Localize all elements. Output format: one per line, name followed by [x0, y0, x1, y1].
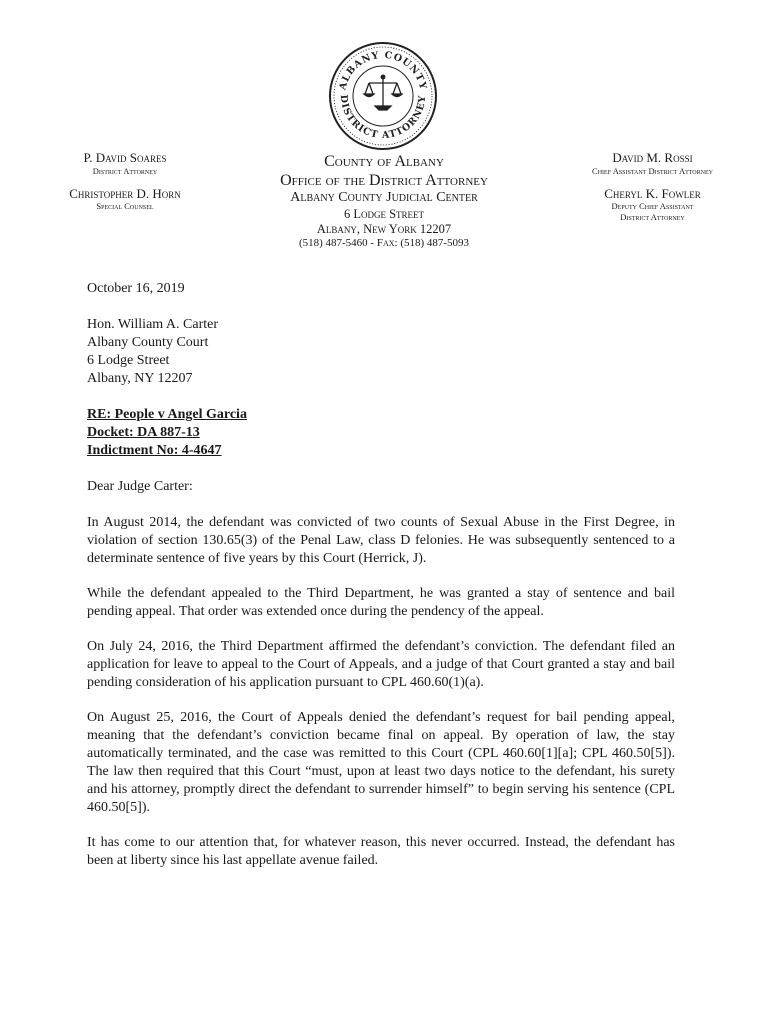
- letterhead-center: [230, 152, 538, 250]
- scales-of-justice-icon: [364, 75, 402, 110]
- special-counsel-name: Christopher D. Horn: [69, 185, 181, 201]
- phone-fax: (518) 487-5460 - Fax: (518) 487-5093: [298, 237, 470, 250]
- letter-body: [87, 280, 675, 887]
- body-paragraph: In August 2014, the defendant was convicted of two counts of Sexual Abuse in the First Degree, in violation of section 130.65(3) of the Penal Law, class D felonies. He was subsequently sentenced to a determinate sentence of five years by this Court (Herrick, J).: [87, 515, 675, 566]
- da-title: District Attorney: [92, 165, 158, 176]
- body-paragraph: While the defendant appealed to the Third Department, he was granted a stay of sentence and bail pending appeal. That order was extended once during the pendency of the appeal.: [87, 586, 675, 619]
- address-line: 6 Lodge Street: [87, 353, 170, 368]
- body-paragraph: It has come to our attention that, for whatever reason, this never occurred. Instead, the defendant has been at liberty since his last appellate avenue failed.: [87, 835, 675, 868]
- letterhead-left-column: [30, 150, 220, 212]
- da-name: P. David Soares: [83, 150, 167, 165]
- city-state-zip: Albany, New York 12207: [316, 222, 452, 237]
- chief-ada-name: David M. Rossi: [612, 150, 693, 165]
- salutation: Dear Judge Carter:: [87, 479, 193, 494]
- address-line: Albany, NY 12207: [87, 371, 193, 386]
- address-line: Albany County Court: [87, 335, 209, 350]
- re-block: [87, 406, 675, 460]
- re-indictment: Indictment No: 4-4647: [87, 443, 222, 458]
- office-name: Office of the District Attorney: [280, 172, 488, 190]
- street-address: 6 Lodge Street: [343, 207, 425, 222]
- recipient-address: [87, 316, 675, 388]
- re-docket: Docket: DA 887-13: [87, 425, 200, 440]
- letter-date: October 16, 2019: [87, 281, 185, 296]
- deputy-chief-title-line2: District Attorney: [620, 211, 685, 222]
- letterhead-right-column: [565, 150, 740, 222]
- seal-text-top: ALBANY COUNTY: [337, 49, 429, 92]
- deputy-chief-name: Cheryl K. Fowler: [604, 185, 701, 201]
- special-counsel-title: Special Counsel: [96, 201, 154, 212]
- body-paragraph: On July 24, 2016, the Third Department affirmed the defendant’s conviction. The defendant filed an application for leave to appeal to the Court of Appeals, and a judge of that Court granted a stay and bail pending consideration of his application pursuant to CPL 460.60(1)(a).: [87, 639, 675, 690]
- address-line: Hon. William A. Carter: [87, 317, 218, 332]
- chief-ada-title: Chief Assistant District Attorney: [592, 165, 713, 176]
- judicial-center: Albany County Judicial Center: [290, 190, 478, 206]
- district-attorney-seal: [327, 40, 439, 152]
- body-paragraph: On August 25, 2016, the Court of Appeals denied the defendant’s request for bail pending appeal, meaning that the defendant’s conviction became final on appeal. By operation of law, the stay automatically terminated, and the case was remitted to this Court (CPL 460.60[1][a]; CPL 460.50[5]). The law then required that this Court “must, upon at least two days notice to the defendant, his surety and his attorney, promptly direct the defendant to surrender himself” to begin serving his sentence (CPL 460.50[5]).: [87, 710, 675, 815]
- county-name: County of Albany: [324, 153, 444, 170]
- deputy-chief-title-line1: Deputy Chief Assistant: [611, 201, 694, 212]
- re-case: RE: People v Angel Garcia: [87, 407, 247, 422]
- seal-text-bottom: DISTRICT ATTORNEY: [337, 94, 429, 142]
